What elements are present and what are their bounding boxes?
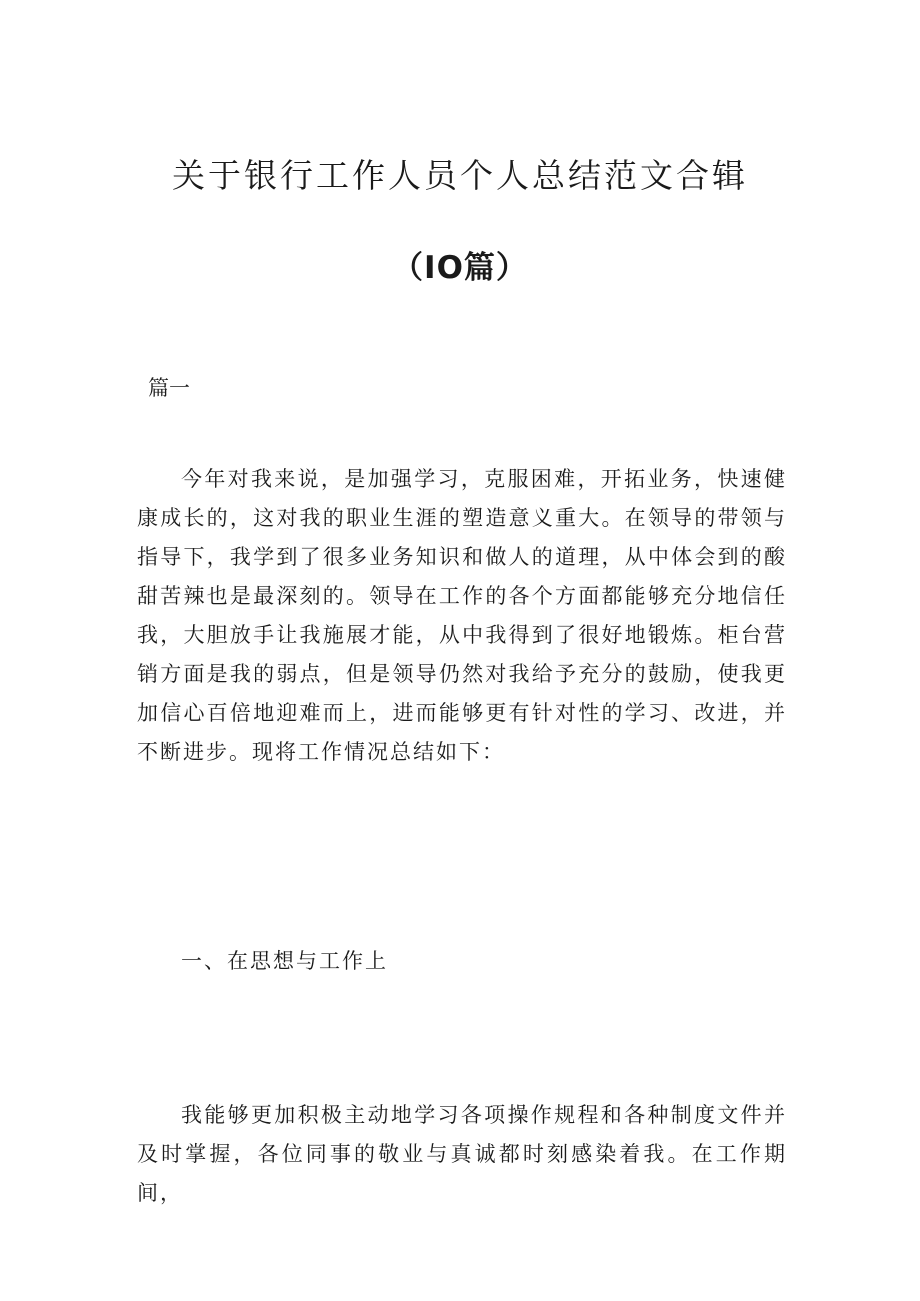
section-label: 篇一: [148, 376, 190, 400]
document-subtitle: （IO篇）: [392, 250, 528, 286]
document-title: 关于银行工作人员个人总结范文合辑: [172, 156, 748, 195]
body-paragraph: 今年对我来说，是加强学习，克服困难，开拓业务，快速健康成长的，这对我的职业生涯的塑造意义重大。在领导的带领与指导下，我学到了很多业务知识和做人的道理，从中体会到的酸甜苦辣也是最深刻的。领导在工作的各个方面都能够充分地信任我，大胆放手让我施展才能，从中我得到了很好地锻炼。柜台营销方面是我的弱点，但是领导仍然对我给予充分的鼓励，使我更加信心百倍地迎难而上，进而能够更有针对性的学习、改进，并不断进步。现将工作情况总结如下：: [137, 467, 787, 764]
section-heading: 一、在思想与工作上: [181, 949, 388, 973]
body-paragraph: 我能够更加积极主动地学习各项操作规程和各种制度文件并及时掌握，各位同事的敬业与真诚都时刻感染着我。在工作期间，: [137, 1103, 787, 1205]
